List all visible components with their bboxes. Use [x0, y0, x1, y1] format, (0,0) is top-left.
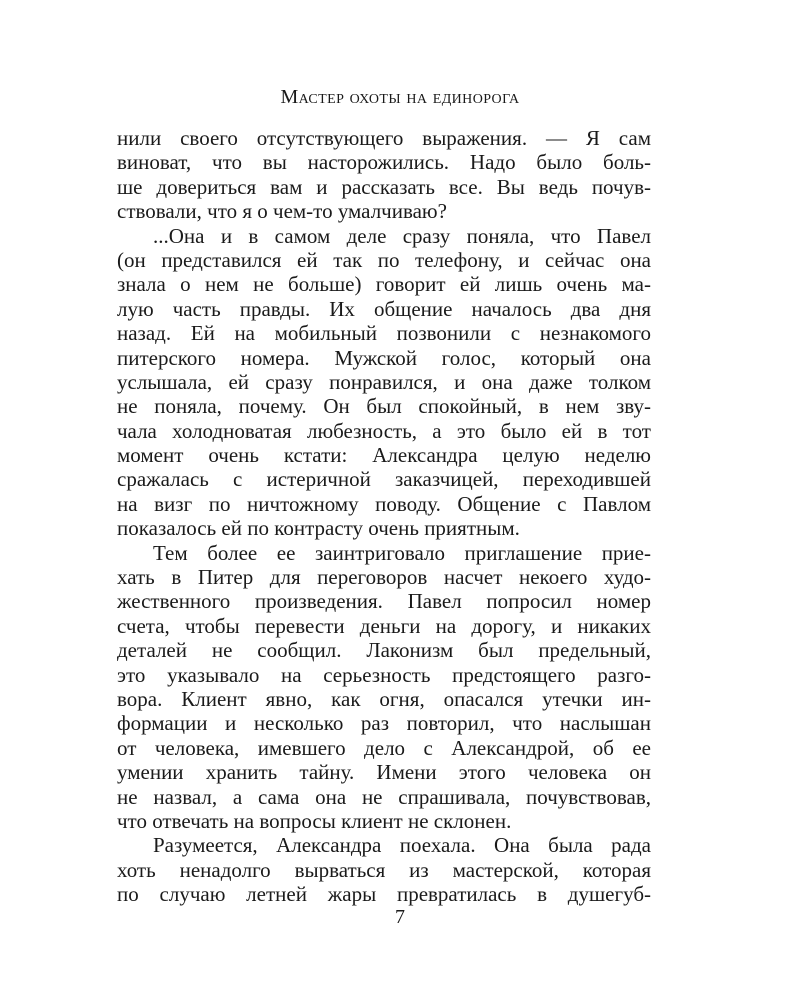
text-line: лую часть правды. Их общение началось два дня — [117, 296, 651, 321]
text-line: Тем более ее заинтриговало приглашение прие- — [153, 540, 651, 565]
text-line: вора. Клиент явно, как огня, опасался утечки ин- — [117, 686, 651, 711]
text-line: ше довериться вам и рассказать все. Вы ведь почув- — [117, 174, 651, 199]
text-line: не поняла, почему. Он был спокойный, в нем зву- — [117, 394, 651, 419]
page-number: 7 — [395, 906, 405, 928]
text-line: услышала, ей сразу понравился, и она даже толком — [117, 369, 651, 394]
text-line: питерского номера. Мужской голос, который она — [117, 345, 651, 370]
text-line: по случаю летней жары превратилась в душегуб- — [117, 882, 651, 907]
body-text — [117, 126, 651, 907]
text-line: хоть ненадолго вырваться из мастерской, которая — [117, 857, 651, 882]
text-line: назад. Ей на мобильный позвонили с незнакомого — [117, 321, 651, 346]
text-line: деталей не сообщил. Лаконизм был предельный, — [117, 638, 651, 663]
text-line: Разумеется, Александра поехала. Она была рада — [153, 833, 651, 858]
text-line: хать в Питер для переговоров насчет некоего худо- — [117, 565, 651, 590]
text-line: нили своего отсутствующего выражения. — Я сам — [117, 126, 651, 150]
text-line: от человека, имевшего дело с Александрой, об ее — [117, 735, 651, 760]
text-line: это указывало на серьезность предстоящего разго- — [117, 662, 651, 687]
text-line: жественного произведения. Павел попросил номер — [117, 589, 651, 614]
text-line: счета, чтобы перевести деньги на дорогу, и никаких — [117, 613, 651, 638]
text-line: показалось ей по контрасту очень приятным. — [117, 516, 520, 541]
text-line: сражалась с истеричной заказчицей, переходившей — [117, 467, 651, 492]
text-line: (он представился ей так по телефону, и сейчас она — [117, 247, 651, 272]
running-header: Мастер охоты на единорога — [280, 86, 520, 108]
text-line: чала холодноватая любезность, а это было ей в тот — [117, 418, 651, 443]
text-line: ствовали, что я о чем-то умалчиваю? — [117, 199, 447, 224]
text-line: момент очень кстати: Александра целую неделю — [117, 443, 651, 468]
text-line: виноват, что вы насторожились. Надо было боль- — [117, 150, 651, 175]
text-line: ...Она и в самом деле сразу поняла, что Павел — [153, 223, 651, 248]
text-line: не назвал, а сама она не спрашивала, почувствовав, — [117, 784, 651, 809]
text-line: умении хранить тайну. Имени этого человека он — [117, 760, 651, 785]
text-line: на визг по ничтожному поводу. Общение с Павлом — [117, 491, 651, 516]
text-line: что отвечать на вопросы клиент не склонен. — [117, 808, 512, 833]
text-line: формации и несколько раз повторил, что наслышан — [117, 711, 651, 736]
text-line: знала о нем не больше) говорит ей лишь очень ма- — [117, 272, 651, 297]
